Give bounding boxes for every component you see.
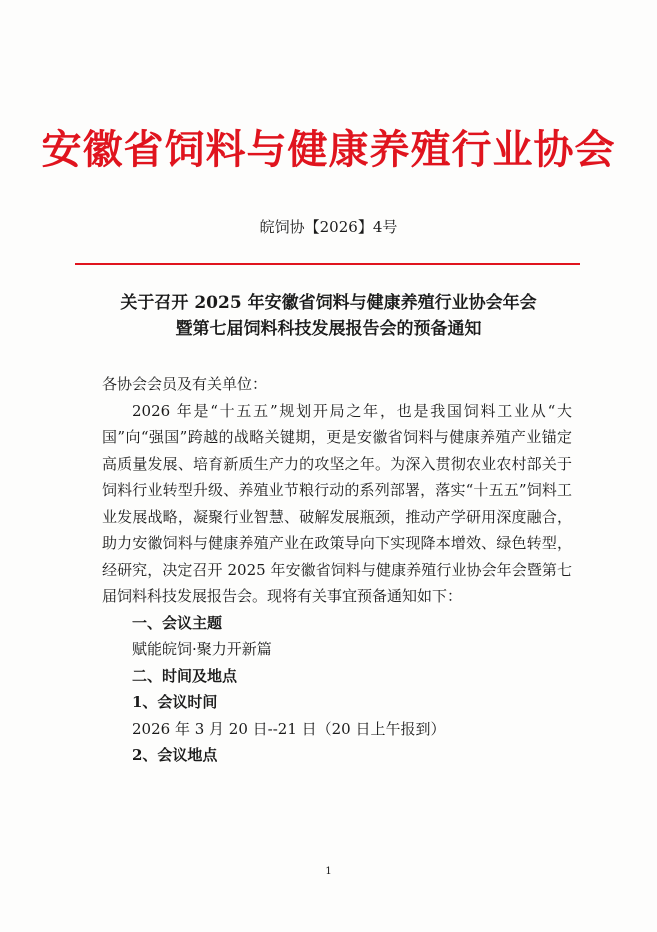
- organization-title: 安徽省饲料与健康养殖行业协会: [41, 126, 616, 173]
- document-number: 皖饲协【2026】4号: [259, 218, 398, 236]
- section2-1-text: 2026 年 3 月 20 日--21 日（20 日上午报到）: [132, 719, 446, 738]
- notice-title: [0, 290, 657, 342]
- intro-paragraph: 2026 年是“十五五”规划开局之年，也是我国饲料工业从“大国”向“强国”跨越的战略关键期，更是安徽省饲料与健康养殖产业锚定高质量发展、培育新质生产力的攻坚之年。为深入贯彻农业农村部关于饲料行业转型升级、养殖业节粮行动的系列部署，落实“十五五”饲料工业发展战略，凝聚行业智慧、破解发展瓶颈，推动产学研用深度融合，助力安徽饲料与健康养殖产业在政策导向下实现降本增效、绿色转型，经研究，决定召开 2025 年安徽省饲料与健康养殖行业协会年会暨第七届饲料科技发展报告会。现将有关事宜预备通知如下：: [102, 401, 572, 605]
- section1-text: 赋能皖饲·聚力开新篇: [132, 640, 272, 658]
- salutation: 各协会会员及有关单位：: [102, 375, 268, 393]
- notice-title-line1: 关于召开 2025 年安徽省饲料与健康养殖行业协会年会: [120, 293, 537, 313]
- section2-2-heading: 2、会议地点: [132, 746, 218, 764]
- notice-title-line2: 暨第七届饲料科技发展报告会的预备通知: [175, 319, 482, 339]
- red-divider: [75, 263, 580, 265]
- section2-1-heading: 1、会议时间: [132, 693, 218, 711]
- section1-heading: 一、会议主题: [132, 613, 223, 632]
- page-number: 1: [325, 866, 332, 877]
- notice-body: [102, 371, 572, 769]
- section2-heading: 二、时间及地点: [132, 666, 238, 685]
